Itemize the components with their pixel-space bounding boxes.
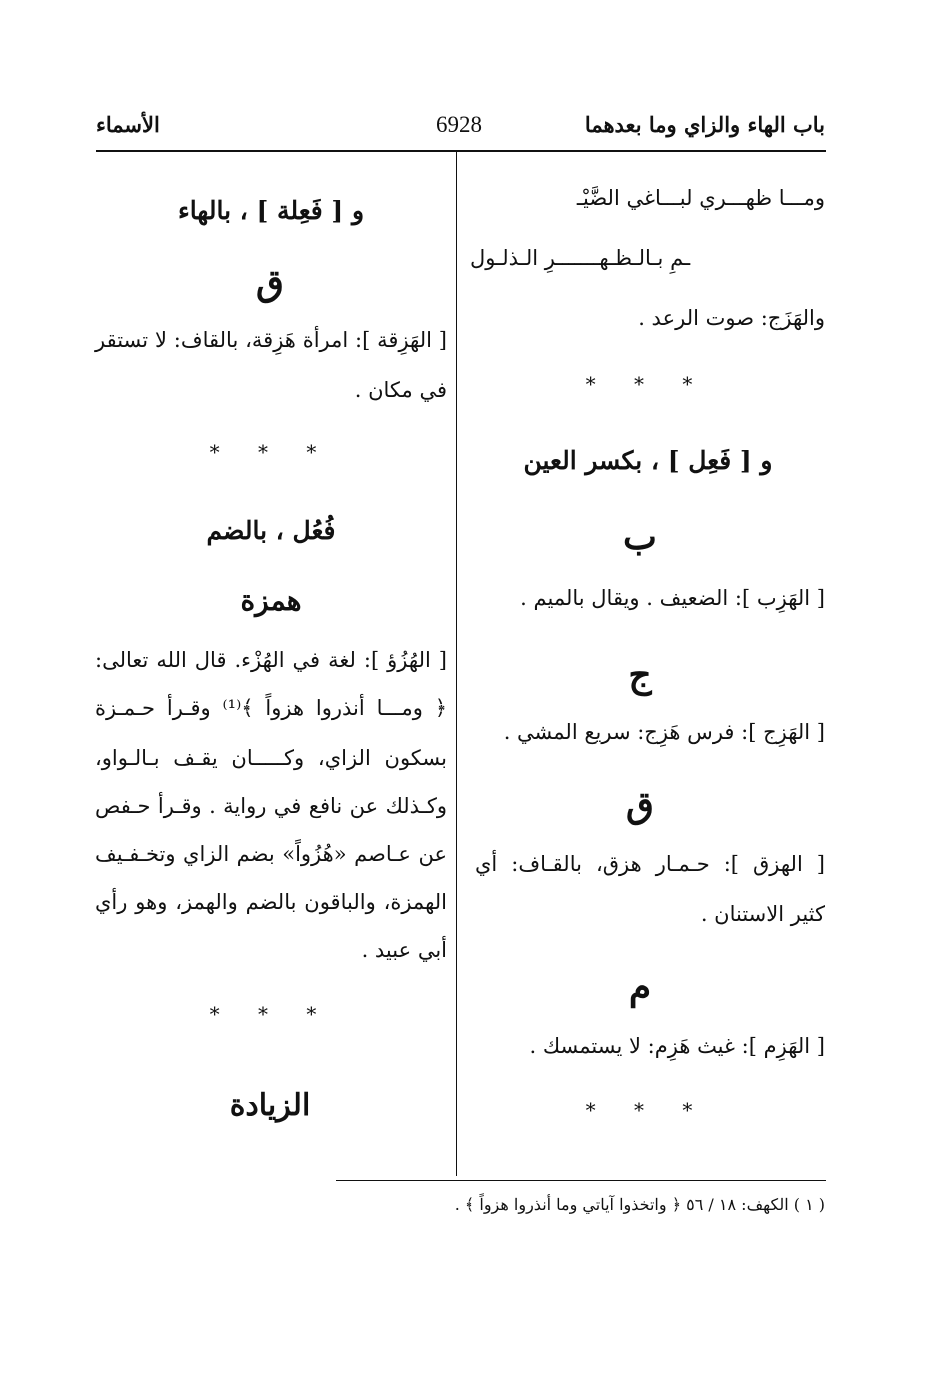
letter-heading: ب — [623, 516, 657, 558]
running-header-section: الأسماء — [96, 112, 160, 137]
verse-line: ـمِ بـالـظـهـــــــرِ الـذلـول — [470, 246, 691, 270]
section-separator: * * * — [585, 1098, 709, 1122]
letter-heading: م — [628, 966, 652, 1008]
entry-text: [ الهزق ]: حـمـار هزق، بالقـاف: أي — [475, 852, 825, 876]
letter-heading: ج — [628, 654, 652, 696]
running-header-chapter: باب الهاء والزاي وما بعدهما — [584, 112, 825, 137]
entry-text: [ الهُزُؤ ]: لغة في الهُزْء. قال الله تعالى: — [95, 648, 447, 672]
entry-text: الهمزة، والباقون بالضم والهمز، وهو رأي — [95, 890, 447, 914]
header-rule — [96, 150, 826, 152]
section-separator: * * * — [209, 1002, 333, 1026]
footnote-rule — [336, 1180, 826, 1181]
section-separator: * * * — [585, 372, 709, 396]
footnote: ( ١ ) الكهف: ١٨ / ٥٦ ﴿ واتخذوا آياتي وما أنذروا هزواً ﴾ . — [454, 1195, 825, 1214]
entry-text: [ الهَزِج ]: فرس هَزِج: سريع المشي . — [503, 720, 825, 744]
subheading: همزة — [240, 584, 302, 617]
entry-text: [ الهَزِم ]: غيث هَزِم: لا يستمسك . — [529, 1034, 825, 1058]
entry-text: عن عـاصم «هُزُواً» بضم الزاي وتخـفـيف — [95, 842, 447, 866]
entry-text: في مكان . — [354, 378, 447, 402]
entry-text: والهَزَج: صوت الرعد . — [638, 306, 825, 330]
column-divider — [456, 151, 457, 1176]
entry-text: أبي عبيد . — [361, 938, 447, 962]
letter-heading: ق — [256, 262, 284, 304]
entry-text: كثير الاستنان . — [700, 902, 825, 926]
page-number: 6928 — [436, 112, 482, 137]
entry-text: [ الهَزِقة ]: امرأة هَزِقة، بالقاف: لا تستقر — [95, 328, 447, 352]
entry-text: بسكون الزاي، وكـــــان يقـف بـالـواو، — [95, 746, 447, 770]
section-heading: و [ فَعِلة ] ، بالهاء — [177, 196, 365, 225]
section-heading: فُعُل ، بالضم — [206, 516, 336, 545]
entry-text: [ الهَزِب ]: الضعيف . ويقال بالميم . — [520, 586, 825, 610]
entry-text: وكـذلك عن نافع في رواية . وقـرأ حـفص — [95, 794, 447, 818]
section-heading: الزيادة — [229, 1088, 311, 1123]
letter-heading: ق — [626, 784, 654, 826]
section-heading: و [ فَعِل ] ، بكسر العين — [523, 446, 773, 475]
verse-line: ومـــا ظهـــري لبـــاغي الضَّيْـ — [576, 186, 825, 210]
section-separator: * * * — [209, 440, 333, 464]
entry-text: ﴿ ومـــا أنذروا هزواً ﴾⁽¹⁾ وقـرأ حـمـزة — [95, 696, 447, 720]
